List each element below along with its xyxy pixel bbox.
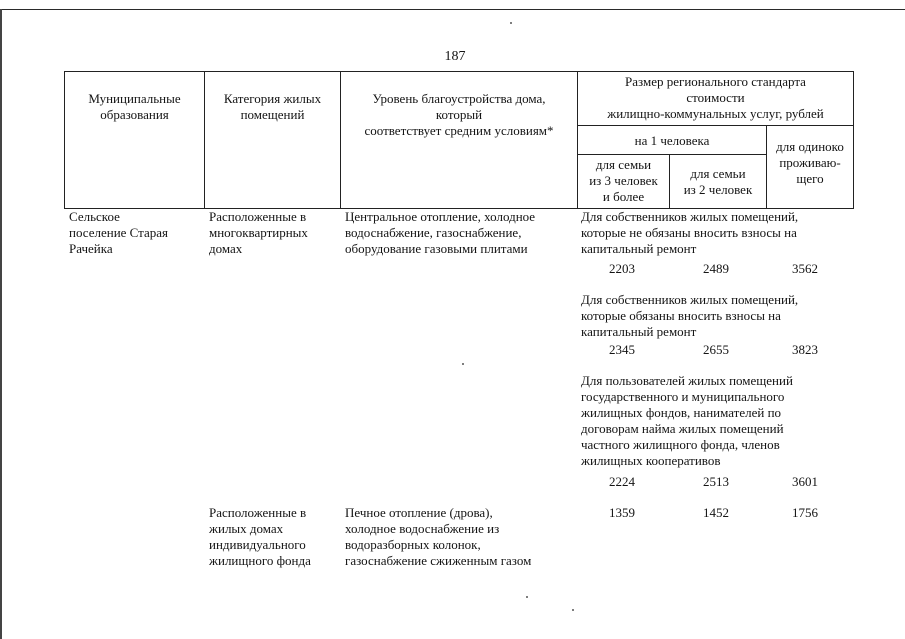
header-comfort-level: Уровень благоустройства дома, который соответствует средним условиям* — [364, 91, 554, 138]
header-category: Категория жилых помещений — [223, 91, 322, 122]
table-right-border — [853, 71, 854, 209]
scan-speck — [510, 22, 512, 24]
value-family-2: 2655 — [703, 342, 729, 357]
scan-border-left — [0, 9, 2, 639]
scan-border-top — [0, 9, 905, 10]
subheader-rule — [577, 154, 766, 155]
table-left-border — [64, 71, 65, 209]
header-single: для одиноко проживаю- щего — [776, 139, 844, 186]
cell-comfort-level: Центральное отопление, холодное водоснабжение, газоснабжение, оборудование газовыми плитами — [345, 209, 536, 256]
value-family-2: 2513 — [703, 474, 729, 489]
scan-speck — [526, 596, 528, 598]
value-family-3: 2224 — [609, 474, 635, 489]
header-family-2: для семьи из 2 человек — [683, 166, 753, 197]
value-family-3: 2345 — [609, 342, 635, 357]
value-family-2: 2489 — [703, 261, 729, 276]
cell-comfort-level: Печное отопление (дрова), холодное водоснабжение из водоразборных колонок, газоснабжение сжиженным газом — [345, 505, 532, 568]
value-single: 1756 — [792, 505, 818, 520]
header-municipality: Муниципальные образования — [88, 91, 181, 122]
scan-speck — [572, 609, 574, 611]
per-person-rule — [577, 125, 854, 126]
value-single: 3823 — [792, 342, 818, 357]
value-single: 3562 — [792, 261, 818, 276]
group-note: Для собственников жилых помещений, которые обязаны вносить взносы на капитальный ремонт — [581, 292, 799, 339]
group-note: Для пользователей жилых помещений государственного и муниципального жилищных фондов, нанимателей по договорам найма жилых помещений частного жилищного фонда, членов жилищных кооперативов — [581, 373, 793, 468]
page-number: 187 — [444, 49, 466, 64]
header-family-3: для семьи из 3 человек и более — [589, 157, 658, 204]
scan-speck — [462, 363, 464, 365]
table-top-border — [64, 71, 854, 72]
group-note: Для собственников жилых помещений, которые не обязаны вносить взносы на капитальный ремонт — [581, 209, 799, 256]
header-regional-standard: Размер регионального стандарта стоимости жилищно-коммунальных услуг, рублей — [607, 74, 824, 121]
cell-category: Расположенные в многоквартирных домах — [209, 209, 308, 256]
value-family-2: 1452 — [703, 505, 729, 520]
value-single: 3601 — [792, 474, 818, 489]
cell-municipality: Сельское поселение Старая Рачейка — [69, 209, 169, 256]
value-family-3: 1359 — [609, 505, 635, 520]
cell-category: Расположенные в жилых домах индивидуального жилищного фонда — [209, 505, 311, 568]
header-per-person: на 1 человека — [634, 133, 710, 148]
value-family-3: 2203 — [609, 261, 635, 276]
